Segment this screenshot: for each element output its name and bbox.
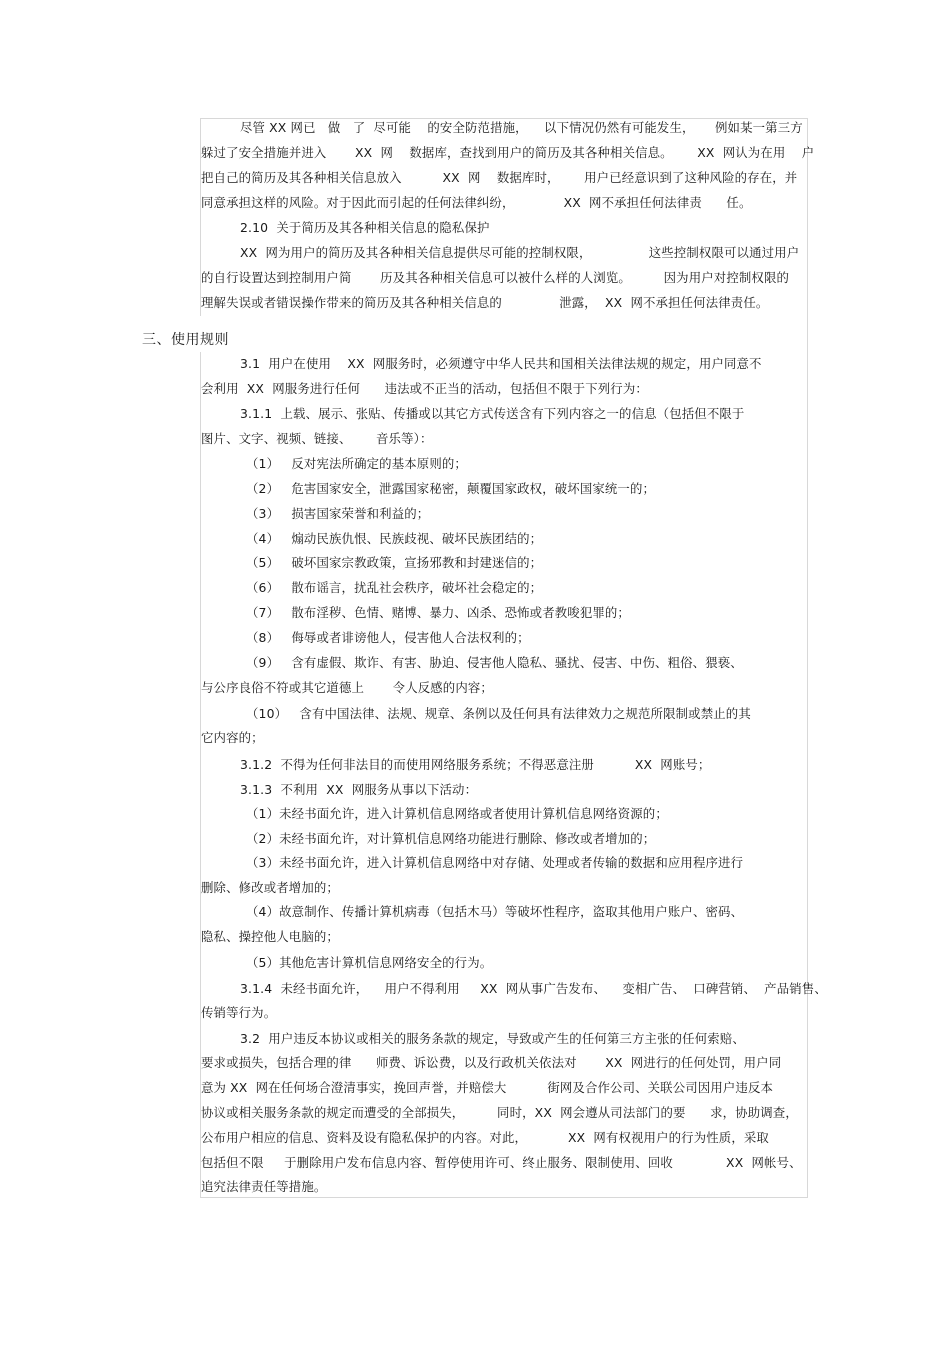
list-item-3: （3） 损害国家荣誉和利益的； — [246, 506, 430, 521]
clause-3-1-4-line: 3.1.4 未经书面允许， 用户不得利用 XX 网从事广告发布、 变相广告、 口碑营销、 产品销售、 — [240, 981, 827, 996]
clause-3-1-2-line: 3.1.2 不得为任何非法目的而使用网络服务系统；不得恶意注册 XX 网账号； — [240, 757, 711, 772]
list-item-10-cont: 它内容的； — [201, 730, 264, 745]
clause-3-1-4-line: 传销等行为。 — [201, 1005, 277, 1020]
clause-3-2-line: 要求或损失，包括合理的律 师费、诉讼费，以及行政机关依法对 XX 网进行的任何处罚，用户同 — [201, 1055, 782, 1070]
clause-3-2-line: 公布用户相应的信息、资料及设有隐私保护的内容。对此， XX 网有权视用户的行为性质，采取 — [201, 1130, 769, 1145]
clause-3-2-line: 意为 XX 网在任何场合澄清事实，挽回声誉，并赔偿大 街网及合作公司、关联公司因用户违反本 — [201, 1080, 774, 1095]
page-frame-left-border-lower — [200, 352, 201, 1198]
clause-3-1-1-line: 图片、文字、视频、链接、 音乐等）： — [201, 431, 433, 446]
list-item-6: （6） 散布谣言，扰乱社会秩序，破坏社会稳定的； — [246, 580, 543, 595]
paragraph-line: XX 网为用户的简历及其各种相关信息提供尽可能的控制权限， 这些控制权限可以通过用户 — [240, 245, 800, 260]
activity-item-4: （4）故意制作、传播计算机病毒（包括木马）等破坏性程序，盗取其他用户账户、密码、 — [246, 904, 744, 919]
clause-3-1-1-line: 3.1.1 上载、展示、张贴、传播或以其它方式传送含有下列内容之一的信息（包括但不限于 — [240, 406, 745, 421]
list-item-1: （1） 反对宪法所确定的基本原则的； — [246, 456, 467, 471]
paragraph-line: 躲过了安全措施并进入 XX 网 数据库，查找到用户的简历及其各种相关信息。 XX 网认为在用 户 — [201, 145, 815, 160]
paragraph-line: 同意承担这样的风险。对于因此而引起的任何法律纠纷， XX 网不承担任何法律责 任。 — [201, 195, 752, 210]
clause-3-1-line: 3.1 用户在使用 XX 网服务时，必须遵守中华人民共和国相关法律法规的规定，用户同意不 — [240, 356, 762, 371]
section-heading: 三、使用规则 — [142, 332, 229, 348]
page-frame-right-border — [807, 118, 808, 1198]
paragraph-line: 的自行设置达到控制用户简 历及其各种相关信息可以被什么样的人浏览。 因为用户对控制权限的 — [201, 270, 790, 285]
activity-item-1: （1）未经书面允许，进入计算机信息网络或者使用计算机信息网络资源的； — [246, 806, 668, 821]
clause-3-2-line: 3.2 用户违反本协议或相关的服务条款的规定，导致或产生的任何第三方主张的任何索赔、 — [240, 1031, 745, 1046]
activity-item-2: （2）未经书面允许，对计算机信息网络功能进行删除、修改或者增加的； — [246, 831, 656, 846]
clause-3-2-line: 追究法律责任等措施。 — [201, 1179, 327, 1194]
paragraph-line: 把自己的简历及其各种相关信息放入 XX 网 数据库时， 用户已经意识到了这种风险的存在，并 — [201, 170, 798, 185]
list-item-4: （4） 煽动民族仇恨、民族歧视、破坏民族团结的； — [246, 531, 543, 546]
clause-3-1-line: 会利用 XX 网服务进行任何 违法或不正当的活动，包括但不限于下列行为： — [201, 381, 648, 396]
subsection-title-2-10: 2.10 关于简历及其各种相关信息的隐私保护 — [240, 220, 490, 235]
activity-item-4-cont: 隐私、操控他人电脑的； — [201, 929, 339, 944]
activity-item-5: （5）其他危害计算机信息网络安全的行为。 — [246, 955, 493, 970]
activity-item-3-cont: 删除、修改或者增加的； — [201, 880, 339, 895]
clause-3-2-line: 包括但不限 于删除用户发布信息内容、暂停使用许可、终止服务、限制使用、回收 XX 网帐号、 — [201, 1155, 802, 1170]
list-item-8: （8） 侮辱或者诽谤他人，侵害他人合法权利的； — [246, 630, 530, 645]
page-frame-bottom-border — [200, 1197, 807, 1198]
clause-3-1-3-line: 3.1.3 不利用 XX 网服务从事以下活动： — [240, 782, 478, 797]
clause-3-2-line: 协议或相关服务条款的规定而遭受的全部损失， 同时，XX 网会遵从司法部门的要 求，协助调查， — [201, 1105, 798, 1120]
list-item-2: （2） 危害国家安全，泄露国家秘密，颠覆国家政权，破坏国家统一的； — [246, 481, 656, 496]
list-item-10: （10） 含有中国法律、法规、规章、条例以及任何具有法律效力之规范所限制或禁止的其 — [246, 706, 751, 721]
list-item-9-cont: 与公序良俗不符或其它道德上 令人反感的内容； — [201, 680, 493, 695]
paragraph-line: 理解失误或者错误操作带来的简历及其各种相关信息的 泄露， XX 网不承担任何法律责任。 — [201, 295, 769, 310]
list-item-5: （5） 破坏国家宗教政策，宣扬邪教和封建迷信的； — [246, 555, 543, 570]
list-item-9: （9） 含有虚假、欺诈、有害、胁迫、侵害他人隐私、骚扰、侵害、中伤、粗俗、猥亵、 — [246, 655, 743, 670]
list-item-7: （7） 散布淫秽、色情、赌博、暴力、凶杀、恐怖或者教唆犯罪的； — [246, 605, 630, 620]
paragraph-line: 尽管 XX 网已 做 了 尽可能 的安全防范措施， 以下情况仍然有可能发生， 例如某一第三方 — [240, 120, 803, 135]
activity-item-3: （3）未经书面允许，进入计算机信息网络中对存储、处理或者传输的数据和应用程序进行 — [246, 855, 744, 870]
page-frame-top-border — [200, 118, 807, 119]
